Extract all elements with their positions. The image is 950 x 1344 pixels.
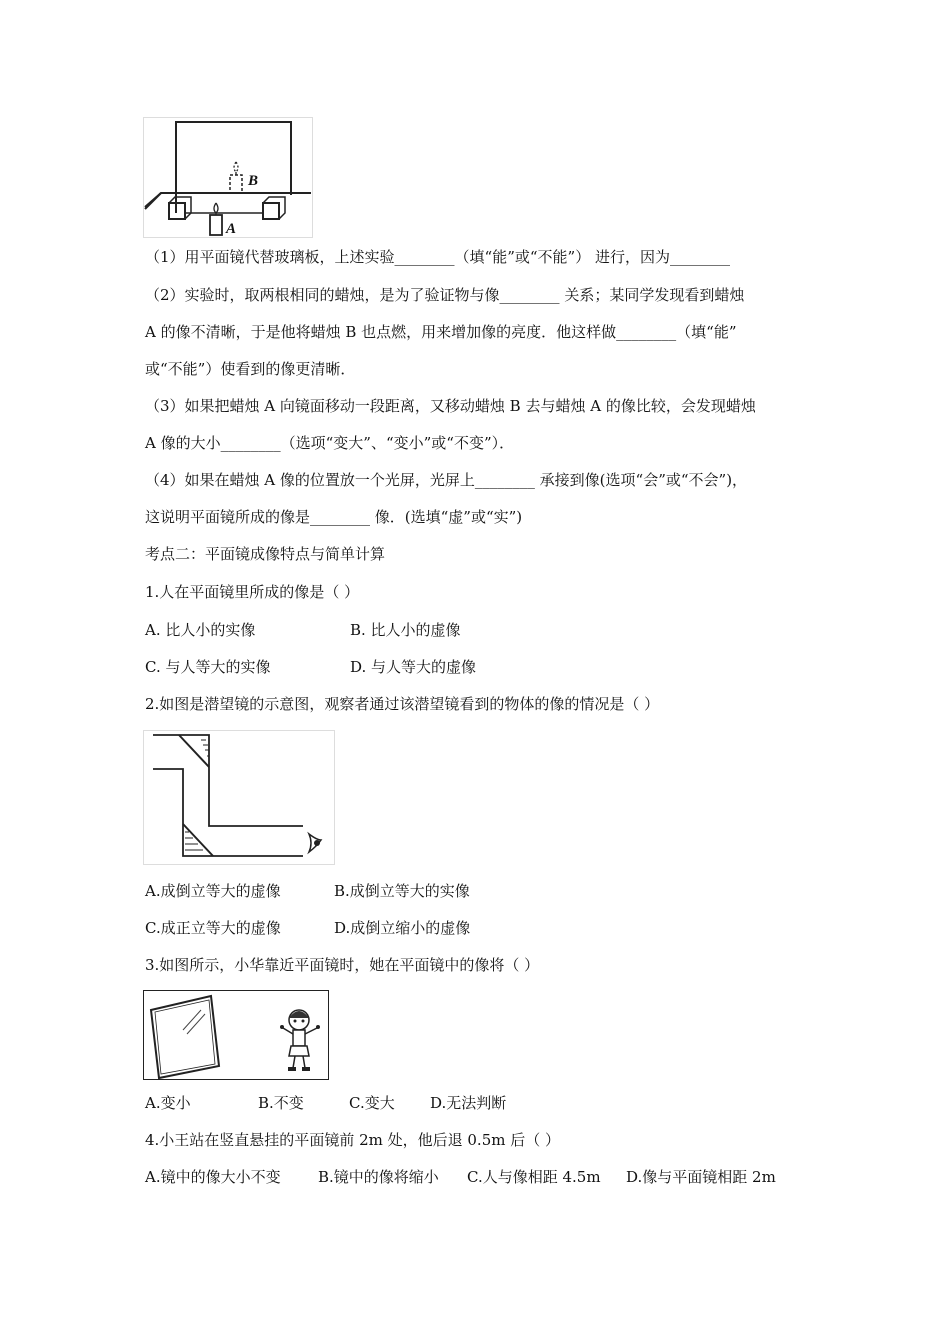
problem-2-option-b: B.成倒立等大的实像 — [334, 882, 470, 900]
problem-1-stem: 1.人在平面镜里所成的像是（ ） — [145, 583, 360, 601]
problem-2-option-d: D.成倒立缩小的虚像 — [334, 919, 471, 937]
exp-question-3-line-2: A 像的大小________（选项“变大”、“变小”或“不变”）． — [145, 434, 515, 452]
problem-1-option-d: D. 与人等大的虚像 — [350, 658, 477, 676]
problem-3-option-a: A.变小 — [145, 1094, 191, 1112]
exp-question-2-line-2: A 的像不清晰，于是他将蜡烛 B 也点燃，用来增加像的亮度．他这样做________（填“能” — [145, 323, 737, 341]
problem-1-option-c: C. 与人等大的实像 — [145, 658, 271, 676]
girl-mirror-figure — [143, 990, 329, 1080]
exp-question-4-line-1: （4）如果在蜡烛 A 像的位置放一个光屏，光屏上________ 承接到像(选项“会”或“不会”)， — [145, 471, 748, 489]
problem-4-stem: 4.小王站在竖直悬挂的平面镜前 2m 处，他后退 0.5m 后（ ） — [145, 1131, 560, 1149]
problem-3-option-b: B.不变 — [258, 1094, 304, 1112]
problem-2-option-c: C.成正立等大的虚像 — [145, 919, 281, 937]
problem-3-option-d: D.无法判断 — [430, 1094, 507, 1112]
problem-4-option-b: B.镜中的像将缩小 — [318, 1168, 439, 1186]
problem-4-option-d: D.像与平面镜相距 2m — [626, 1168, 776, 1186]
exp-question-3-line-1: （3）如果把蜡烛 A 向镜面移动一段距离，又移动蜡烛 B 去与蜡烛 A 的像比较，会发现蜡烛 — [145, 397, 756, 415]
label-b: B — [248, 173, 259, 189]
exp-question-4-line-2: 这说明平面镜所成的像是________ 像．(选填“虚”或“实”) — [145, 508, 523, 526]
problem-1-option-a: A. 比人小的实像 — [145, 621, 256, 639]
exp-question-2-line-1: （2）实验时，取两根相同的蜡烛，是为了验证物与像________ 关系；某同学发现看到蜡烛 — [145, 286, 745, 304]
section-title: 考点二：平面镜成像特点与简单计算 — [145, 545, 386, 563]
problem-2-option-a: A.成倒立等大的虚像 — [145, 882, 281, 900]
problem-4-option-c: C.人与像相距 4.5m — [467, 1168, 601, 1186]
problem-3-stem: 3.如图所示，小华靠近平面镜时，她在平面镜中的像将（ ） — [145, 956, 540, 974]
problem-4-option-a: A.镜中的像大小不变 — [145, 1168, 281, 1186]
label-a: A — [226, 221, 237, 237]
problem-2-stem: 2.如图是潜望镜的示意图，观察者通过该潜望镜看到的物体的像的情况是（ ） — [145, 695, 660, 713]
candle-experiment-figure — [143, 117, 313, 238]
problem-3-option-c: C.变大 — [349, 1094, 395, 1112]
exp-question-2-line-3: 或“不能”）使看到的像更清晰． — [145, 360, 356, 378]
problem-1-option-b: B. 比人小的虚像 — [350, 621, 461, 639]
exp-question-1: （1）用平面镜代替玻璃板，上述实验________（填“能”或“不能”） 进行，因为________ — [145, 248, 730, 266]
periscope-figure — [143, 730, 335, 865]
